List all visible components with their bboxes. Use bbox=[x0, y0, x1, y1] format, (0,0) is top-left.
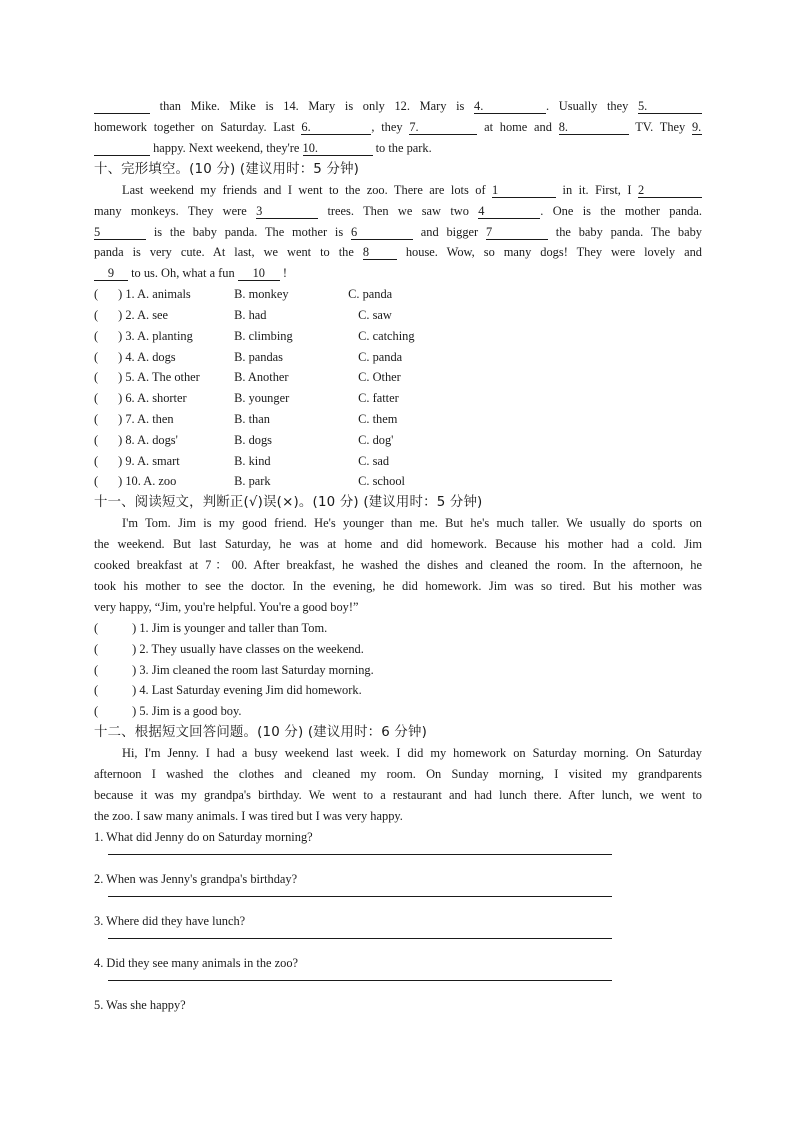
answer-slot[interactable]: ) 7. A. then bbox=[118, 412, 174, 427]
reading-line: Hi, I'm Jenny. I had a busy weekend last week. I did my homework on Saturday morning. On Saturday bbox=[122, 746, 702, 761]
section-11-heading: 十一、阅读短文，判断正(√)误(×)。(10 分) (建议用时：5 分钟) bbox=[94, 495, 483, 511]
reading-line: afternoon I washed the clothes and cleaned my room. On Sunday morning, I visited my grandparents bbox=[94, 767, 702, 782]
tf-answer-slot[interactable] bbox=[98, 660, 132, 681]
reading-line: the weekend. But last Saturday, he was at home and did homework. Because his mother had a cold. Jim bbox=[94, 537, 702, 552]
blank-10[interactable]: 10. bbox=[303, 141, 373, 156]
answer-slot[interactable]: ) 5. A. The other bbox=[118, 370, 200, 385]
answer-line[interactable] bbox=[108, 895, 612, 897]
cloze-option-row: ( ) 5. A. The other B. Another C. Other bbox=[94, 367, 702, 388]
blank-7[interactable]: 7. bbox=[409, 120, 477, 135]
cloze-blank-6[interactable]: 6 bbox=[351, 225, 413, 240]
tf-answer-slot[interactable] bbox=[98, 639, 132, 660]
answer-slot[interactable]: ) 9. A. smart bbox=[118, 453, 180, 468]
question-item bbox=[94, 869, 702, 897]
cloze-blank-2[interactable]: 2 bbox=[638, 183, 702, 198]
cloze-option-row: ( ) 4. A. dogs B. pandas C. panda bbox=[94, 347, 702, 368]
cloze-blank-9[interactable]: 9 bbox=[94, 266, 128, 281]
answer-slot[interactable]: ) 8. A. dogs' bbox=[118, 432, 178, 447]
cloze-blank-4[interactable]: 4 bbox=[478, 204, 540, 219]
cloze-blank-7[interactable]: 7 bbox=[486, 225, 548, 240]
cloze-option-row: ( ) 3. A. planting B. climbing C. catching bbox=[94, 326, 702, 347]
answer-slot[interactable]: ) 2. A. see bbox=[118, 308, 169, 323]
cloze-option-row: ( ) 7. A. then B. than C. them bbox=[94, 409, 702, 430]
cloze-option-row: ( ) 10. A. zoo B. park C. school bbox=[94, 471, 702, 492]
answer-line[interactable] bbox=[108, 853, 612, 855]
reading-line: took his mother to see the doctor. In the evening, he did homework. Jim was so tired. But his mother was bbox=[94, 578, 702, 593]
tf-answer-slot[interactable] bbox=[98, 680, 132, 701]
cloze-line-3: 5 is the baby panda. The mother is 6 and bigger 7 the baby panda. The baby bbox=[94, 224, 702, 239]
question-text: 1. What did Jenny do on Saturday morning? bbox=[94, 829, 313, 844]
cloze-option-row: ( ) 1. A. animals B. monkey C. panda bbox=[94, 284, 702, 305]
tf-answer-slot[interactable] bbox=[98, 618, 132, 639]
section-10-heading: 十、完形填空。(10 分) (建议用时：5 分钟) bbox=[94, 161, 360, 177]
question-item bbox=[94, 827, 702, 855]
section-10-passage bbox=[94, 180, 702, 285]
blank-6[interactable]: 6. bbox=[301, 120, 371, 135]
cloze-blank-8[interactable]: 8 bbox=[363, 245, 397, 260]
section-12-passage bbox=[94, 743, 702, 827]
worksheet-page bbox=[94, 96, 702, 1015]
tf-item: ( ) 3. Jim cleaned the room last Saturday morning. bbox=[94, 660, 702, 681]
answer-slot[interactable]: ) 10. A. zoo bbox=[118, 474, 177, 489]
passage-top-line-2: homework together on Saturday. Last 6. , they 7. at home and 8. TV. They 9. bbox=[94, 119, 702, 134]
cloze-line-5: 9 to us. Oh, what a fun 10 ! bbox=[94, 263, 702, 284]
answer-slot[interactable]: ) 1. A. animals bbox=[118, 287, 191, 302]
cloze-option-row: ( ) 2. A. see B. had C. saw bbox=[94, 305, 702, 326]
question-text: 2. When was Jenny's grandpa's birthday? bbox=[94, 871, 298, 886]
question-text: 5. Was she happy? bbox=[94, 997, 186, 1012]
blank-9-cont[interactable] bbox=[94, 141, 150, 156]
reading-line: because it was my grandpa's birthday. We went to a restaurant and had lunch there. After lunch, we went to bbox=[94, 788, 702, 803]
question-item bbox=[94, 953, 702, 981]
tf-item: ( ) 5. Jim is a good boy. bbox=[94, 701, 702, 722]
cloze-option-row: ( ) 9. A. smart B. kind C. sad bbox=[94, 451, 702, 472]
question-text: 4. Did they see many animals in the zoo? bbox=[94, 955, 299, 970]
blank-9[interactable]: 9. bbox=[691, 119, 702, 134]
blank-5[interactable]: 5. bbox=[638, 99, 702, 114]
tf-answer-slot[interactable] bbox=[98, 701, 132, 722]
cloze-option-row: ( ) 6. A. shorter B. younger C. fatter bbox=[94, 388, 702, 409]
passage-top bbox=[94, 96, 702, 159]
cloze-blank-3[interactable]: 3 bbox=[256, 204, 318, 219]
section-12-heading: 十二、根据短文回答问题。(10 分) (建议用时：6 分钟) bbox=[94, 725, 428, 741]
answer-line[interactable] bbox=[108, 979, 612, 981]
answer-slot[interactable]: ) 3. A. planting bbox=[118, 328, 193, 343]
reading-line: very happy, “Jim, you're helpful. You're a good boy!” bbox=[94, 599, 359, 614]
cloze-line-4: panda is very cute. At last, we went to the 8 house. Wow, so many dogs! They were lovely and bbox=[94, 245, 702, 260]
question-text: 3. Where did they have lunch? bbox=[94, 913, 246, 928]
reading-line: I'm Tom. Jim is my good friend. He's younger than me. But he's much taller. We usually do sports on bbox=[122, 516, 702, 531]
blank-8[interactable]: 8. bbox=[559, 120, 629, 135]
question-item bbox=[94, 995, 702, 1015]
section-11-passage bbox=[94, 513, 702, 618]
question-item bbox=[94, 911, 702, 939]
cloze-blank-1[interactable]: 1 bbox=[492, 183, 556, 198]
reading-line: the zoo. I saw many animals. I was tired but I was very happy. bbox=[94, 808, 403, 823]
cloze-blank-5[interactable]: 5 bbox=[94, 225, 146, 240]
blank-4[interactable]: 4. bbox=[474, 99, 546, 114]
tf-item: ( ) 1. Jim is younger and taller than Tom. bbox=[94, 618, 702, 639]
questions bbox=[94, 827, 702, 1015]
cloze-options bbox=[94, 284, 702, 492]
passage-top-line-1: than Mike. Mike is 14. Mary is only 12. Mary is 4. . Usually they 5. bbox=[94, 96, 702, 117]
tf-item: ( ) 2. They usually have classes on the weekend. bbox=[94, 639, 702, 660]
blank-3[interactable] bbox=[94, 99, 150, 114]
cloze-blank-10[interactable]: 10 bbox=[238, 266, 280, 281]
answer-slot[interactable]: ) 6. A. shorter bbox=[118, 391, 187, 406]
cloze-line-1: Last weekend my friends and I went to the zoo. There are lots of 1 in it. First, I 2 bbox=[94, 180, 702, 201]
answer-line[interactable] bbox=[108, 937, 612, 939]
passage-top-line-3: happy. Next weekend, they're 10. to the park. bbox=[94, 138, 702, 159]
cloze-option-row: ( ) 8. A. dogs' B. dogs C. dog' bbox=[94, 430, 702, 451]
reading-line: cooked breakfast at 7：00. After breakfast, he washed the dishes and cleaned the room. In the afternoon, he bbox=[94, 558, 702, 573]
true-false-items bbox=[94, 618, 702, 722]
answer-slot[interactable]: ) 4. A. dogs bbox=[118, 349, 176, 364]
cloze-line-2: many monkeys. They were 3 trees. Then we saw two 4 . One is the mother panda. bbox=[94, 203, 702, 218]
tf-item: ( ) 4. Last Saturday evening Jim did homework. bbox=[94, 680, 702, 701]
